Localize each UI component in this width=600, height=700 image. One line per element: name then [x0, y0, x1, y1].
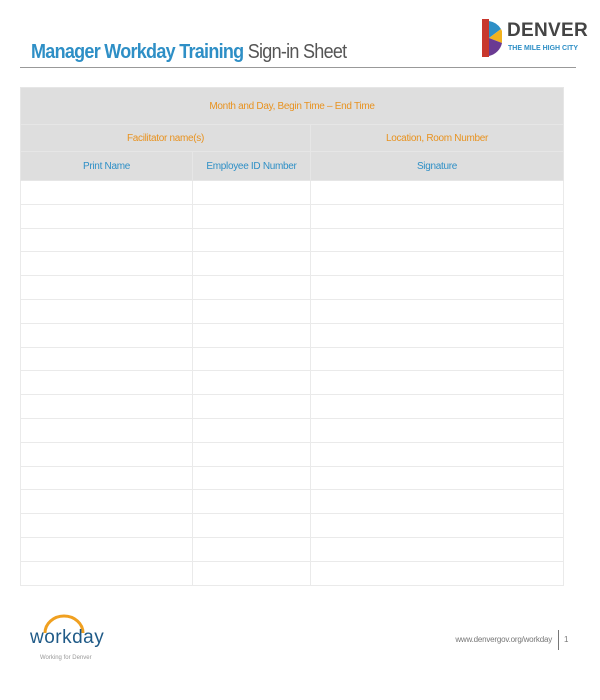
- sign-in-table: [20, 87, 564, 586]
- table-row: [21, 181, 564, 205]
- signature-cell[interactable]: [311, 514, 564, 538]
- table-row: [21, 299, 564, 323]
- employee-id-cell[interactable]: [193, 490, 311, 514]
- workday-logo: [30, 614, 120, 666]
- print-name-cell[interactable]: [21, 228, 193, 252]
- logo-name: DENVER: [507, 20, 588, 41]
- print-name-cell[interactable]: [21, 490, 193, 514]
- employee-id-cell[interactable]: [193, 371, 311, 395]
- signature-cell[interactable]: [311, 442, 564, 466]
- title-rule: [20, 67, 576, 68]
- print-name-cell[interactable]: [21, 395, 193, 419]
- print-name-cell[interactable]: [21, 371, 193, 395]
- employee-id-cell[interactable]: [193, 466, 311, 490]
- employee-id-cell[interactable]: [193, 347, 311, 371]
- signature-cell[interactable]: [311, 323, 564, 347]
- print-name-cell[interactable]: [21, 299, 193, 323]
- denver-d-icon: [482, 19, 502, 57]
- table-row: [21, 276, 564, 300]
- logo-tagline: THE MILE HIGH CITY: [508, 45, 578, 52]
- employee-id-cell[interactable]: [193, 252, 311, 276]
- signature-cell[interactable]: [311, 181, 564, 205]
- signature-cell[interactable]: [311, 204, 564, 228]
- table-row: [21, 490, 564, 514]
- employee-id-cell[interactable]: [193, 418, 311, 442]
- workday-word: workday: [30, 627, 105, 648]
- title-rest: Sign-in Sheet: [243, 41, 347, 63]
- facilitator-header: Facilitator name(s): [21, 125, 311, 152]
- table-row: [21, 252, 564, 276]
- employee-id-cell[interactable]: [193, 204, 311, 228]
- table-row: [21, 418, 564, 442]
- workday-tagline: Working for Denver: [40, 655, 92, 661]
- footer-divider: [558, 630, 559, 650]
- signature-cell[interactable]: [311, 466, 564, 490]
- print-name-cell[interactable]: [21, 323, 193, 347]
- employee-id-cell[interactable]: [193, 514, 311, 538]
- signature-cell[interactable]: [311, 252, 564, 276]
- signature-cell[interactable]: [311, 561, 564, 585]
- print-name-cell[interactable]: [21, 418, 193, 442]
- print-name-cell[interactable]: [21, 561, 193, 585]
- print-name-cell[interactable]: [21, 514, 193, 538]
- location-header: Location, Room Number: [311, 125, 564, 152]
- signature-cell[interactable]: [311, 228, 564, 252]
- table-row: [21, 228, 564, 252]
- employee-id-cell[interactable]: [193, 228, 311, 252]
- print-name-cell[interactable]: [21, 276, 193, 300]
- table-row: [21, 466, 564, 490]
- table-row: [21, 395, 564, 419]
- print-name-header: Print Name: [21, 152, 193, 181]
- print-name-cell[interactable]: [21, 181, 193, 205]
- table-row: [21, 561, 564, 585]
- footer-url[interactable]: www.denvergov.org/workday: [455, 635, 552, 644]
- employee-id-cell[interactable]: [193, 323, 311, 347]
- employee-id-cell[interactable]: [193, 181, 311, 205]
- print-name-cell[interactable]: [21, 204, 193, 228]
- print-name-cell[interactable]: [21, 252, 193, 276]
- table-row: [21, 323, 564, 347]
- page-title: [31, 40, 346, 64]
- denver-logo: [482, 19, 588, 61]
- session-time-header: Month and Day, Begin Time – End Time: [21, 88, 564, 125]
- print-name-cell[interactable]: [21, 442, 193, 466]
- signature-cell[interactable]: [311, 347, 564, 371]
- signature-cell[interactable]: [311, 276, 564, 300]
- employee-id-cell[interactable]: [193, 395, 311, 419]
- employee-id-cell[interactable]: [193, 561, 311, 585]
- signature-header: Signature: [311, 152, 564, 181]
- employee-id-cell[interactable]: [193, 442, 311, 466]
- employee-id-cell[interactable]: [193, 299, 311, 323]
- employee-id-header: Employee ID Number: [193, 152, 311, 181]
- signature-cell[interactable]: [311, 395, 564, 419]
- signature-cell[interactable]: [311, 299, 564, 323]
- table-row: [21, 442, 564, 466]
- print-name-cell[interactable]: [21, 347, 193, 371]
- print-name-cell[interactable]: [21, 466, 193, 490]
- print-name-cell[interactable]: [21, 537, 193, 561]
- title-bold: Manager Workday Training: [31, 41, 244, 63]
- signature-cell[interactable]: [311, 490, 564, 514]
- table-row: [21, 537, 564, 561]
- table-row: [21, 347, 564, 371]
- employee-id-cell[interactable]: [193, 537, 311, 561]
- employee-id-cell[interactable]: [193, 276, 311, 300]
- page-number: 1: [564, 635, 569, 644]
- table-row: [21, 204, 564, 228]
- signature-cell[interactable]: [311, 418, 564, 442]
- signature-cell[interactable]: [311, 537, 564, 561]
- signature-cell[interactable]: [311, 371, 564, 395]
- table-row: [21, 514, 564, 538]
- table-row: [21, 371, 564, 395]
